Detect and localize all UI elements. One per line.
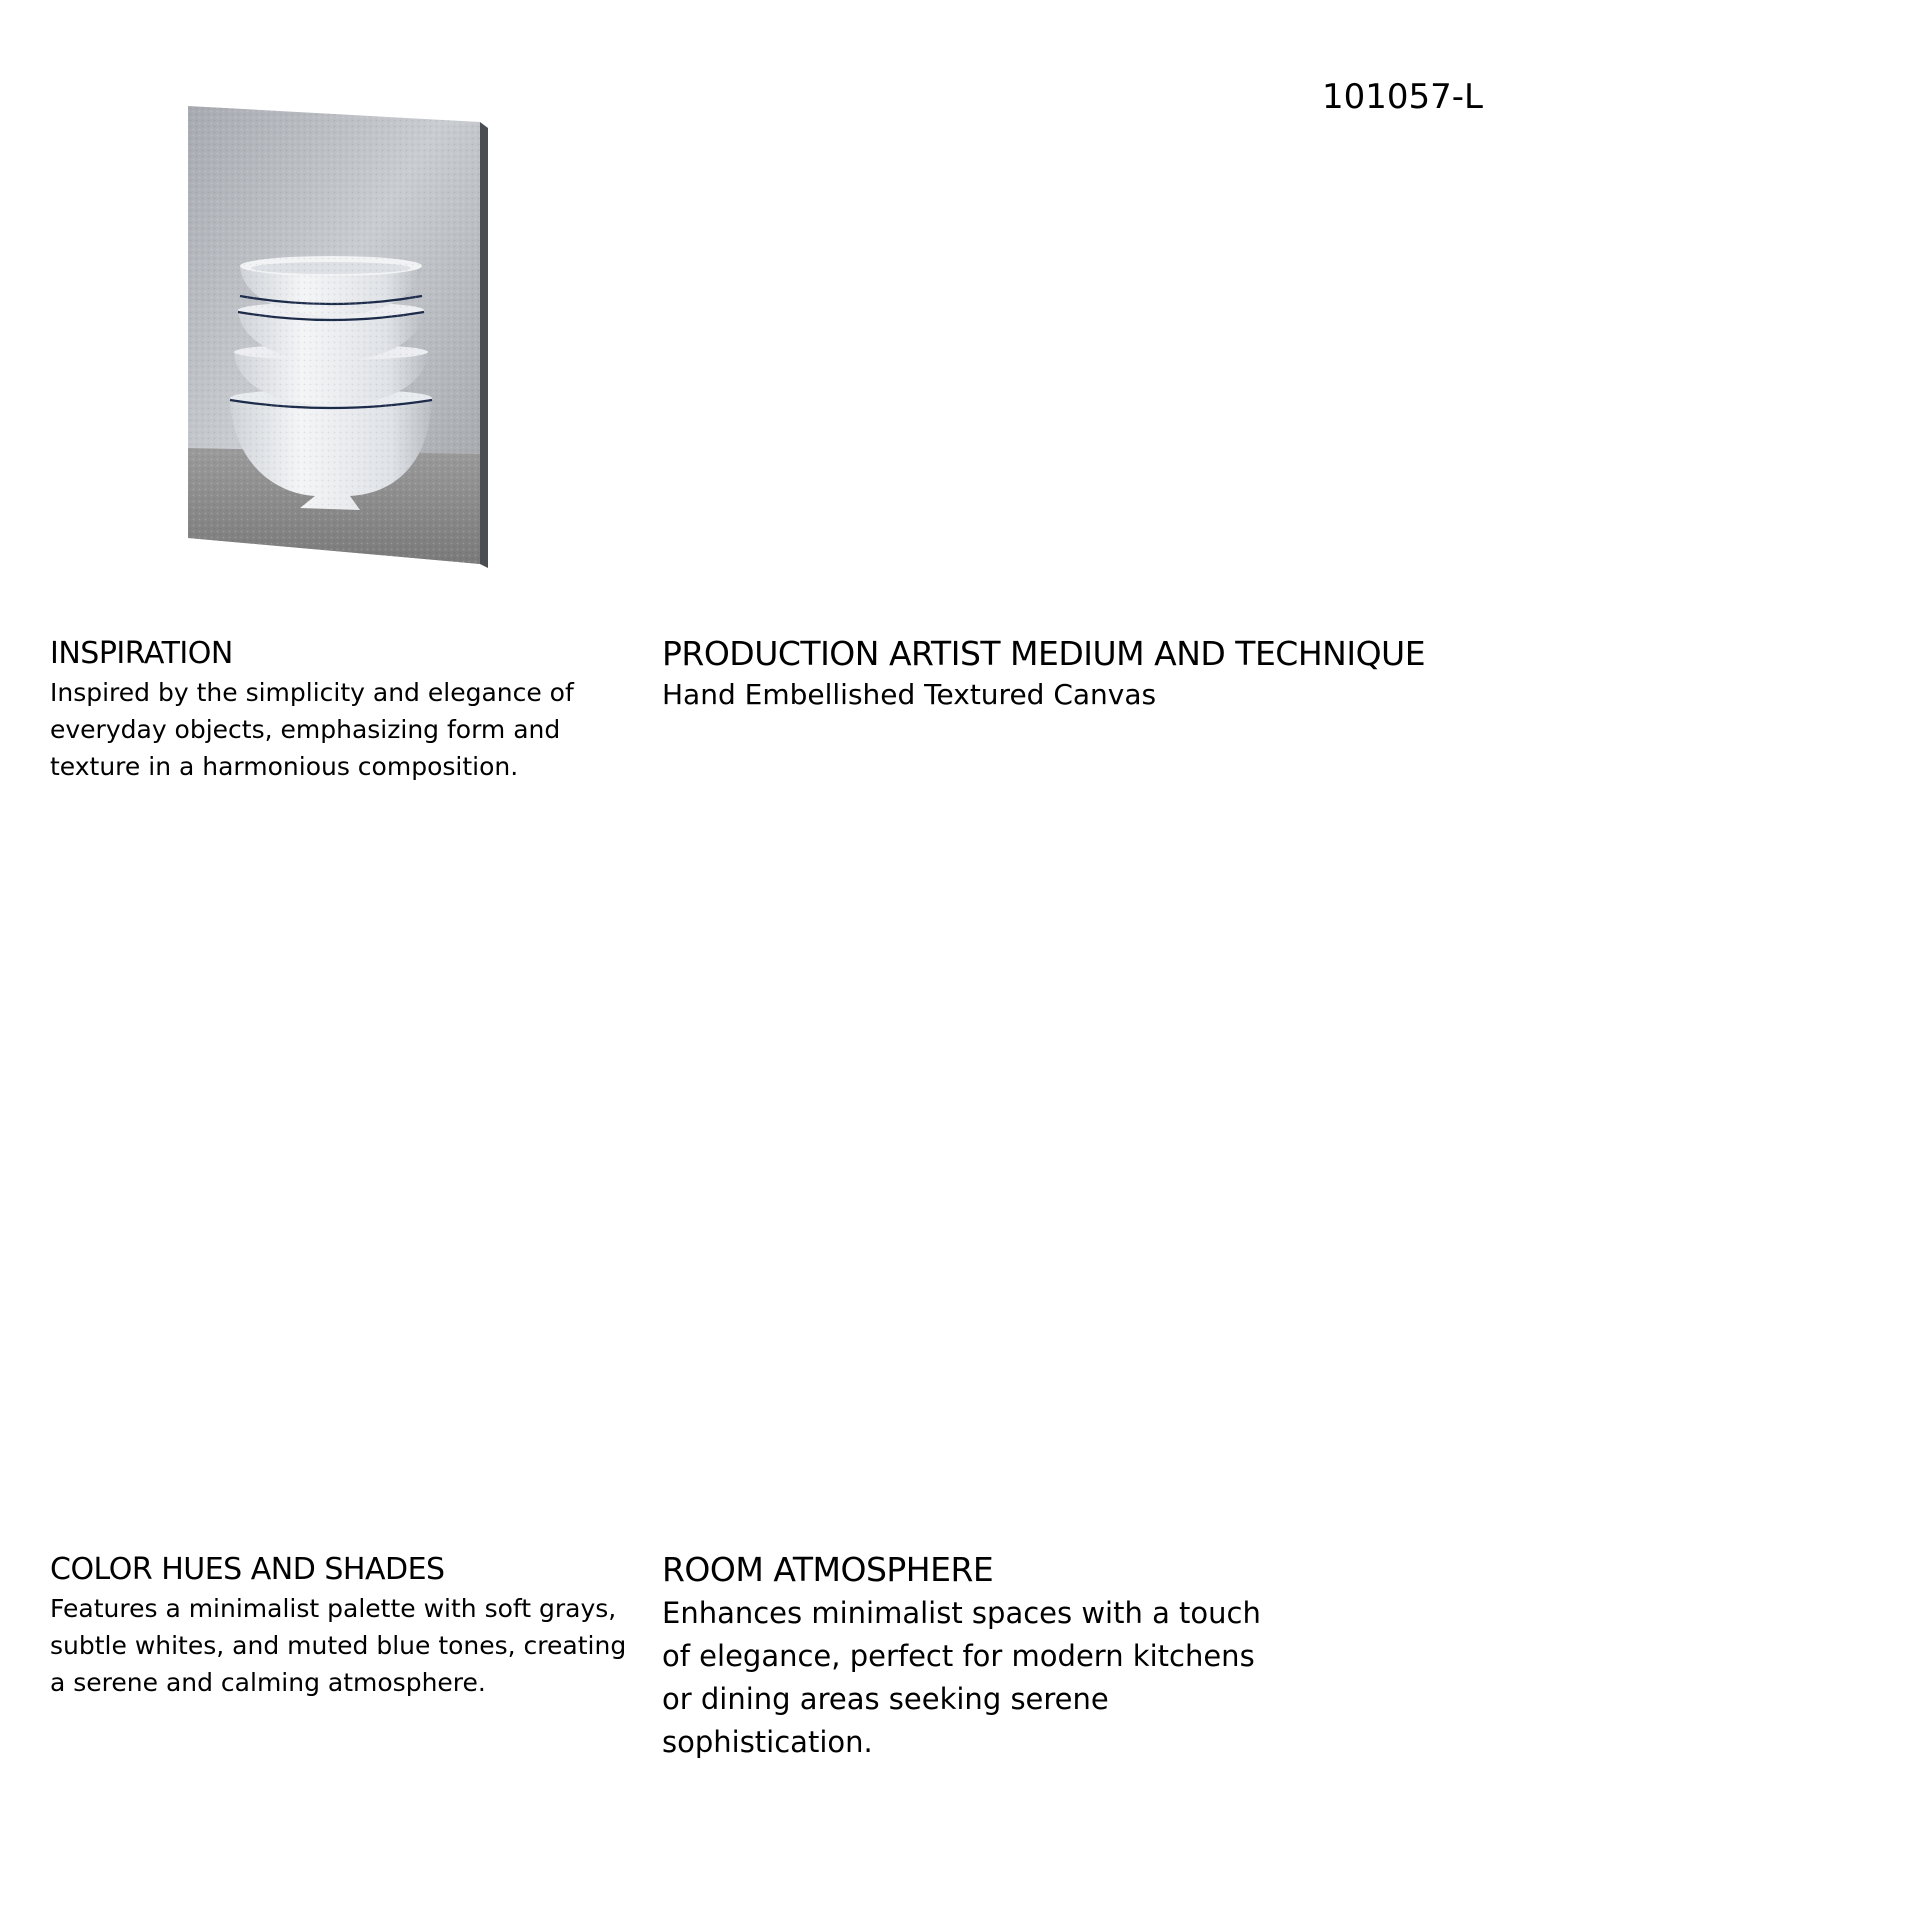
canvas-edge bbox=[480, 122, 488, 568]
product-code: 101057-L bbox=[1322, 77, 1484, 117]
production-section bbox=[662, 632, 1562, 714]
color-section bbox=[50, 1550, 640, 1701]
color-heading: COLOR HUES AND SHADES bbox=[50, 1552, 445, 1587]
artwork-image bbox=[180, 98, 500, 578]
room-heading: ROOM ATMOSPHERE bbox=[662, 1550, 994, 1589]
color-text: Features a minimalist palette with soft grays, subtle whites, and muted blue tones, creating a serene and calming atmosphere. bbox=[50, 1594, 627, 1697]
production-text: Hand Embellished Textured Canvas bbox=[662, 678, 1157, 711]
production-heading: PRODUCTION ARTIST MEDIUM AND TECHNIQUE bbox=[662, 634, 1426, 673]
inspiration-section bbox=[50, 634, 610, 785]
inspiration-heading: INSPIRATION bbox=[50, 636, 233, 671]
room-text: Enhances minimalist spaces with a touch of elegance, perfect for modern kitchens or dining areas seeking serene sophistication. bbox=[662, 1596, 1261, 1759]
room-section bbox=[662, 1548, 1262, 1764]
inspiration-text: Inspired by the simplicity and elegance of everyday objects, emphasizing form and texture in a harmonious composition. bbox=[50, 678, 574, 781]
